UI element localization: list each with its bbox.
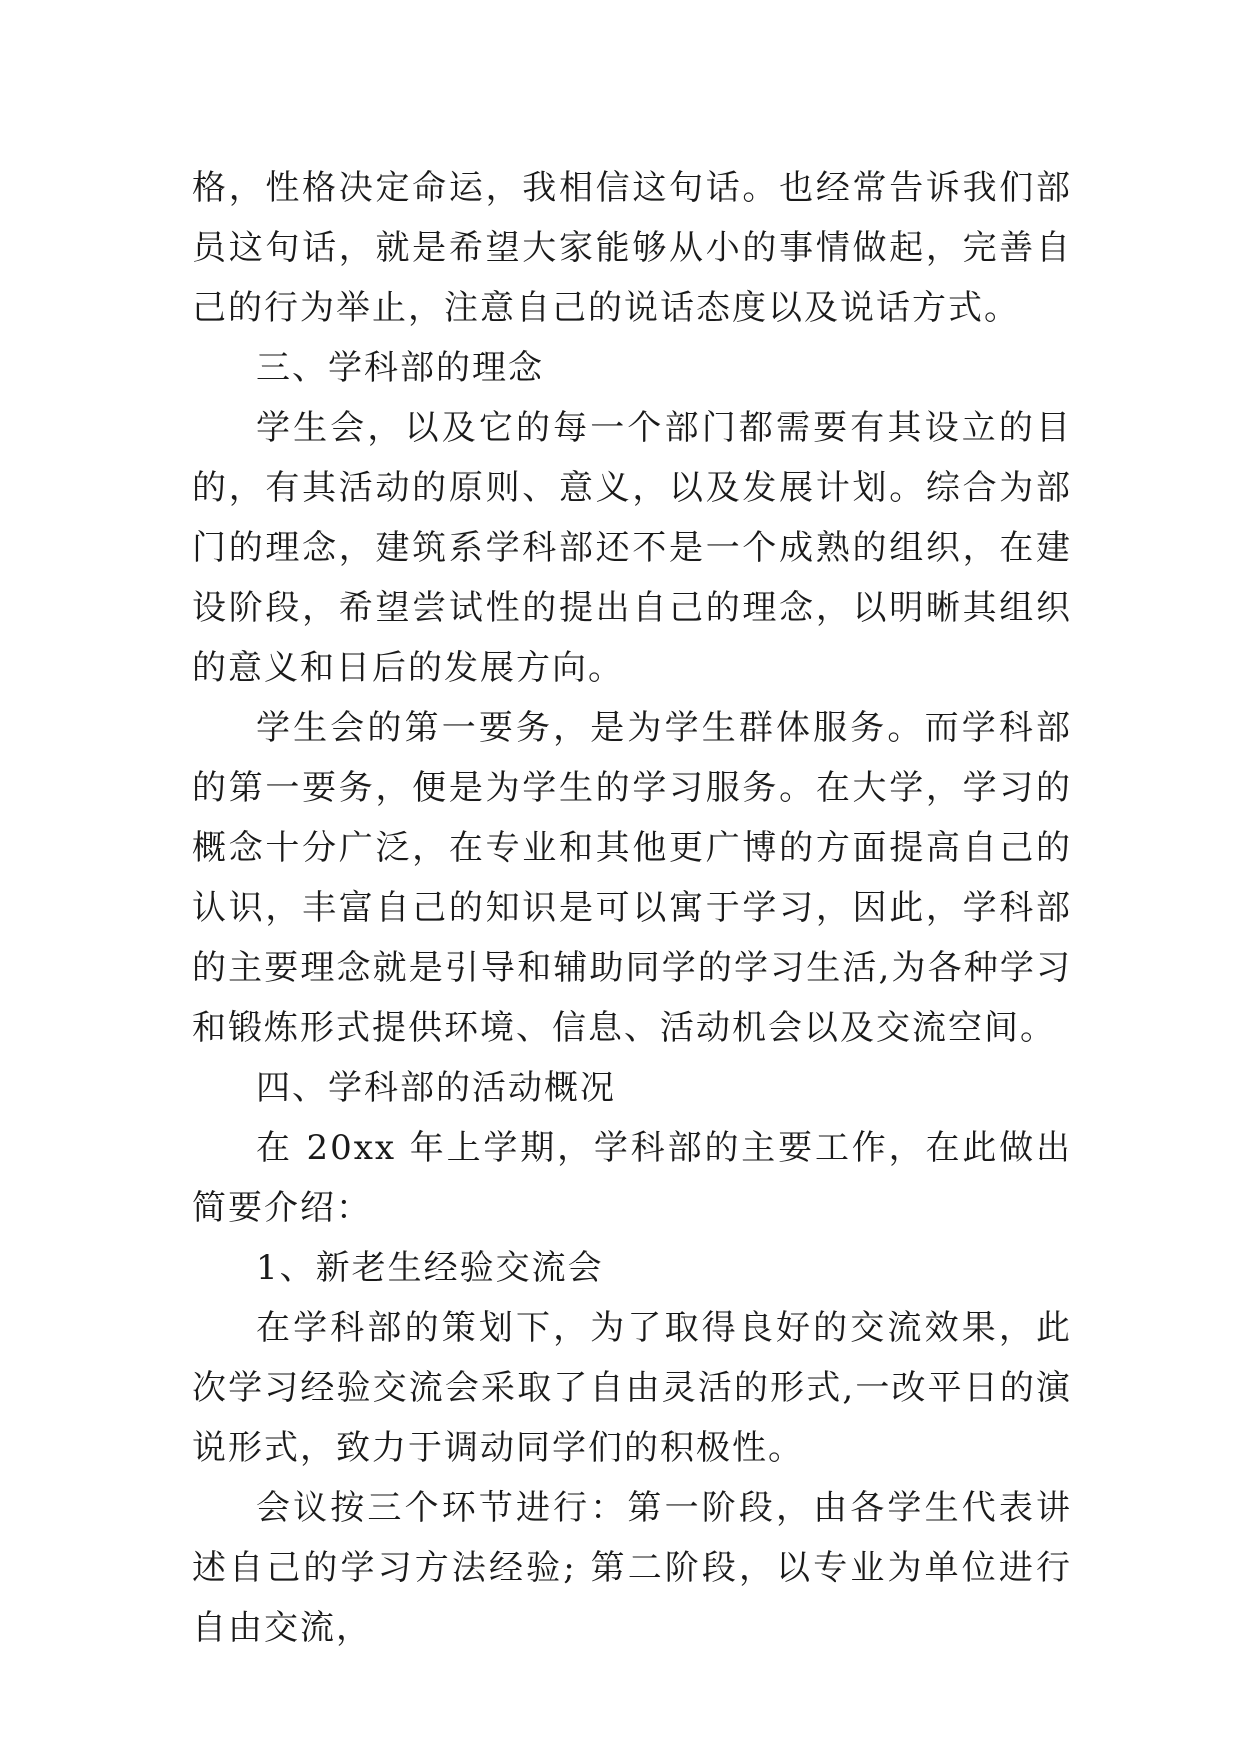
section-heading-4: 四、学科部的活动概况 (256, 1068, 616, 1108)
document-body (192, 158, 1072, 1658)
subheading-1: 1、新老生经验交流会 (256, 1248, 604, 1288)
paragraph-1: 格，性格决定命运，我相信这句话。也经常告诉我们部员这句话，就是希望大家能够从小的事情做起，完善自己的行为举止，注意自己的说话态度以及说话方式。 (192, 168, 1072, 328)
paragraph-4: 在 20xx 年上学期，学科部的主要工作，在此做出简要介绍： (192, 1128, 1072, 1228)
section-heading-3: 三、学科部的理念 (256, 348, 544, 388)
paragraph-2: 学生会，以及它的每一个部门都需要有其设立的目的，有其活动的原则、意义，以及发展计划。综合为部门的理念，建筑系学科部还不是一个成熟的组织，在建设阶段，希望尝试性的提出自己的理念，以明晰其组织的意义和日后的发展方向。 (192, 408, 1072, 688)
paragraph-5: 在学科部的策划下，为了取得良好的交流效果，此次学习经验交流会采取了自由灵活的形式,一改平日的演说形式，致力于调动同学们的积极性。 (192, 1308, 1072, 1468)
paragraph-3: 学生会的第一要务，是为学生群体服务。而学科部的第一要务，便是为学生的学习服务。在大学，学习的概念十分广泛，在专业和其他更广博的方面提高自己的认识，丰富自己的知识是可以寓于学习，因此，学科部的主要理念就是引导和辅助同学的学习生活,为各种学习和锻炼形式提供环境、信息、活动机会以及交流空间。 (192, 708, 1072, 1048)
paragraph-6: 会议按三个环节进行：第一阶段，由各学生代表讲述自己的学习方法经验; 第二阶段，以专业为单位进行自由交流， (192, 1488, 1072, 1648)
